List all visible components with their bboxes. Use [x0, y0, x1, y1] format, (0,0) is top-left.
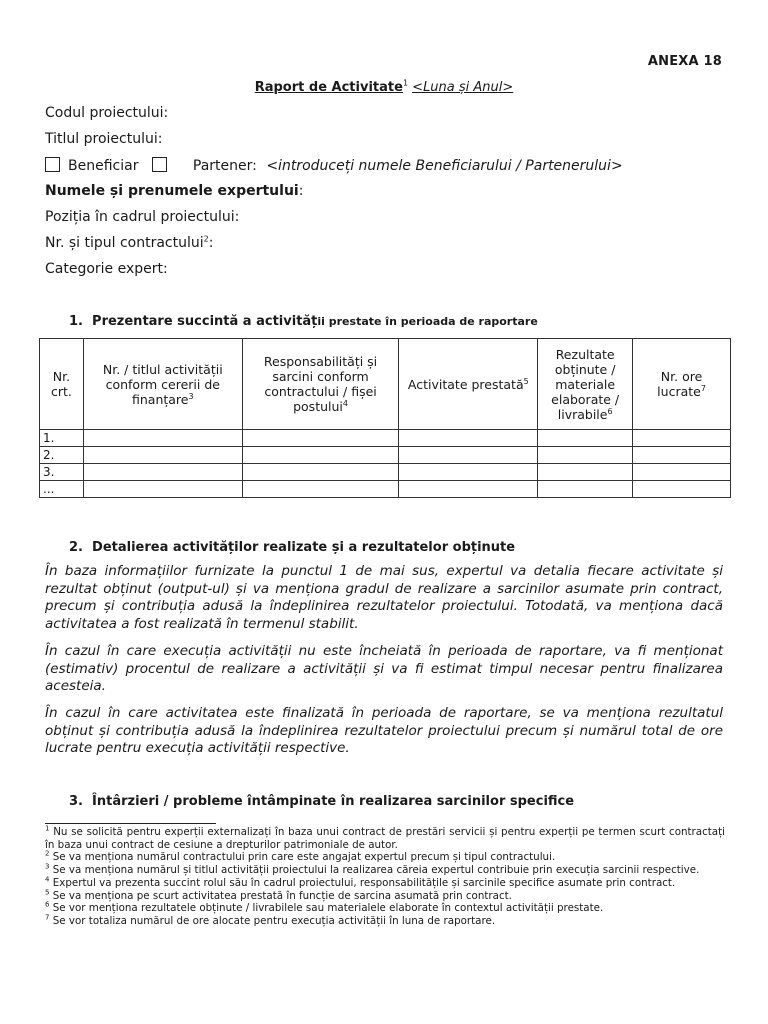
table-cell[interactable]	[633, 464, 731, 481]
table-cell[interactable]	[242, 464, 399, 481]
section-number: 1.	[69, 314, 83, 329]
contract-row	[45, 235, 213, 251]
column-header: Nr. / titlul activității conform cererii de finanțare$^3$	[83, 339, 242, 430]
column-header: Rezultate obținute / materiale elaborate / livrabile$^6$	[538, 339, 633, 430]
table-cell[interactable]	[399, 447, 538, 464]
expert-name-colon: :	[298, 183, 304, 199]
footnote: $^5$ Se va menționa pe scurt activitatea prestată în funcție de sarcina asumată prin contract.	[45, 888, 512, 902]
section-title: Prezentare succintă a activităț	[92, 314, 318, 329]
table-cell[interactable]	[83, 430, 242, 447]
footnotes	[45, 826, 725, 928]
table-cell[interactable]	[242, 481, 399, 498]
section-title: Detalierea activităților realizate și a rezultatelor obținute	[92, 540, 516, 555]
section-1-heading	[69, 314, 538, 329]
table-cell[interactable]	[399, 464, 538, 481]
table-cell[interactable]	[399, 481, 538, 498]
section-2-heading	[69, 540, 515, 555]
report-title	[0, 80, 768, 95]
table-cell[interactable]	[538, 481, 633, 498]
row-number: 1.	[40, 430, 84, 447]
table-header-row	[40, 339, 731, 430]
contract-label: Nr. și tipul contractului	[45, 235, 204, 251]
project-title-label: Titlul proiectului:	[45, 131, 163, 147]
table-cell[interactable]	[242, 447, 399, 464]
footnote: $^1$ Nu se solicită pentru experții externalizați în baza unui contract de prestări servicii și pentru experții pe termen scurt contractați în baza unui contract de cesiune a drepturilor patrimoniale de autor.	[45, 824, 726, 851]
footnote: $^3$ Se va menționa numărul și titlul activității proiectului la realizarea căreia expertul contribuie prin execuția sarcinii respective.	[45, 862, 700, 877]
table-cell[interactable]	[633, 447, 731, 464]
footnote: $^2$ Se va menționa numărul contractului prin care este angajat expertul precum și tipul contractului.	[45, 849, 556, 864]
footnote: $^7$ Se vor totaliza numărul de ore alocate pentru execuția activității în luna de raportare.	[45, 913, 496, 927]
month-year-placeholder: <Luna și Anul>	[412, 80, 514, 95]
table-row	[40, 481, 731, 498]
section-2-paragraph: În cazul în care activitatea este finalizată în perioada de raportare, se va menționa rezultatul obținut și contribuția adusă la îndeplinirea rezultatelor proiectului precum și numărul total de ore lucrate pentru execuția activității respective.	[45, 705, 723, 756]
section-number: 2.	[69, 540, 83, 555]
table-cell[interactable]	[83, 481, 242, 498]
table-cell[interactable]	[633, 430, 731, 447]
section-2-paragraph: În cazul în care execuția activității nu este încheiată în perioada de raportare, va fi menționat (estimativ) procentul de realizare a activității și va fi estimat timpul necesar pentru finalizarea acesteia.	[45, 643, 723, 694]
row-number: ...	[40, 481, 84, 498]
column-header: Nr. ore lucrate$^7$	[633, 339, 731, 430]
expert-name-label: Numele și prenumele expertului	[45, 183, 299, 199]
row-number: 2.	[40, 447, 84, 464]
section-title-small: ii prestate în perioada de raportare	[317, 315, 538, 328]
activity-table	[39, 338, 731, 498]
footnote-divider	[45, 823, 216, 824]
column-header: Responsabilități și sarcini conform contractului / fișei postului$^4$	[242, 339, 399, 430]
annex-label: ANEXA 18	[647, 54, 722, 69]
contract-colon: :	[208, 235, 214, 251]
table-cell[interactable]	[633, 481, 731, 498]
partner-name-placeholder: <introduceți numele Beneficiarului / Partenerului>	[266, 158, 623, 174]
expert-name-row	[45, 183, 303, 199]
table-cell[interactable]	[538, 464, 633, 481]
footnote: $^6$ Se vor menționa rezultatele obținute / livrabilele sau materialele elaborate în contextul activității prestate.	[45, 900, 604, 915]
table-cell[interactable]	[399, 430, 538, 447]
table-cell[interactable]	[242, 430, 399, 447]
column-header: Nr. crt.	[40, 339, 84, 430]
footnote-ref: 1	[402, 78, 409, 88]
beneficiary-partner-row	[45, 157, 623, 174]
position-label: Poziția în cadrul proiectului:	[45, 209, 240, 225]
table-cell[interactable]	[83, 464, 242, 481]
beneficiary-label: Beneficiar	[68, 158, 139, 174]
section-3-heading	[69, 794, 574, 809]
report-title-text: Raport de Activitate	[254, 80, 403, 95]
table-row	[40, 464, 731, 481]
section-2-paragraph: În baza informațiilor furnizate la punctul 1 de mai sus, expertul va detalia fiecare activitate și rezultat obținut (output-ul) și va menționa gradul de realizare a sarcinilor asumate prin contract, precum și contribuția adusă la îndeplinirea rezultatelor proiectului. Totodată, va menționa dacă activitatea a fost realizată în termenul stabilit.	[45, 563, 723, 632]
table-cell[interactable]	[83, 447, 242, 464]
footnote-ref: 2	[203, 234, 209, 244]
row-number: 3.	[40, 464, 84, 481]
footnote: $^4$ Expertul va prezenta succint rolul său în cadrul proiectului, responsabilitățile și sarcinile specifice asumate prin contract.	[45, 875, 676, 889]
section-number: 3.	[69, 794, 83, 809]
project-code-label: Codul proiectului:	[45, 105, 169, 121]
column-header: Activitate prestată$^5$	[399, 339, 538, 430]
beneficiary-checkbox[interactable]	[45, 157, 60, 172]
table-row	[40, 447, 731, 464]
partner-label: Partener:	[192, 158, 257, 174]
table-row	[40, 430, 731, 447]
category-label: Categorie expert:	[45, 261, 168, 277]
partner-checkbox[interactable]	[152, 157, 167, 172]
table-cell[interactable]	[538, 447, 633, 464]
section-title: Întârzieri / probleme întâmpinate în realizarea sarcinilor specifice	[92, 794, 575, 809]
table-cell[interactable]	[538, 430, 633, 447]
